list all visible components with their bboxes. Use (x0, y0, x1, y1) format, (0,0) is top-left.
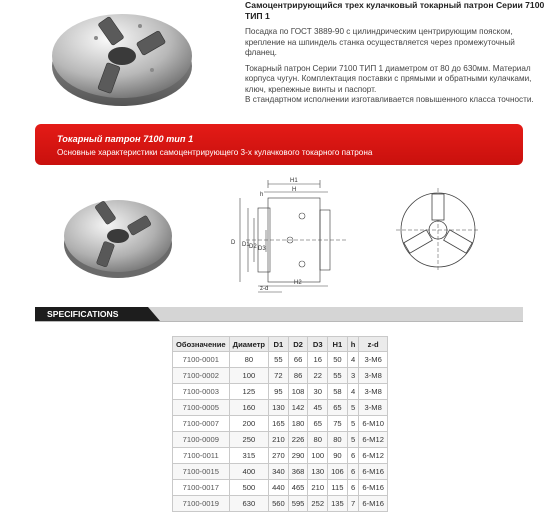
table-cell: 4 (347, 352, 359, 368)
table-cell: 6-M16 (359, 496, 388, 512)
table-cell: 5 (347, 400, 359, 416)
table-cell: 7100-0001 (173, 352, 230, 368)
table-cell: 30 (308, 384, 328, 400)
table-cell: 6 (347, 464, 359, 480)
table-row (173, 400, 388, 416)
table-cell: 7100-0011 (173, 448, 230, 464)
table-cell: 7 (347, 496, 359, 512)
table-cell: 7100-0019 (173, 496, 230, 512)
table-cell: 7100-0015 (173, 464, 230, 480)
table-cell: 100 (229, 368, 268, 384)
table-cell: 6-M16 (359, 480, 388, 496)
table-cell: 165 (269, 416, 289, 432)
table-cell: 130 (269, 400, 289, 416)
table-row (173, 384, 388, 400)
column-header: h (347, 337, 359, 352)
table-cell: 290 (288, 448, 308, 464)
table-cell: 55 (328, 368, 348, 384)
table-cell: 130 (308, 464, 328, 480)
chuck-product-image (40, 2, 200, 112)
dimension-label-h-small: h (260, 192, 264, 198)
table-cell: 55 (269, 352, 289, 368)
table-cell: 6-M10 (359, 416, 388, 432)
table-cell: 72 (269, 368, 289, 384)
table-cell: 440 (269, 480, 289, 496)
specifications-table (172, 336, 388, 512)
table-cell: 3-M8 (359, 368, 388, 384)
table-cell: 7100-0007 (173, 416, 230, 432)
dimension-label-d3: D3 (258, 246, 266, 252)
table-cell: 180 (288, 416, 308, 432)
table-cell: 226 (288, 432, 308, 448)
table-cell: 7100-0017 (173, 480, 230, 496)
dimension-label-d2: D2 (249, 244, 257, 250)
table-cell: 45 (308, 400, 328, 416)
table-cell: 200 (229, 416, 268, 432)
column-header: D2 (288, 337, 308, 352)
table-cell: 270 (269, 448, 289, 464)
table-cell: 135 (328, 496, 348, 512)
column-header: Диаметр (229, 337, 268, 352)
table-cell: 108 (288, 384, 308, 400)
table-cell: 6-M12 (359, 432, 388, 448)
table-cell: 75 (328, 416, 348, 432)
dimension-label-d1: D1 (242, 242, 250, 248)
column-header: D1 (269, 337, 289, 352)
table-cell: 3 (347, 368, 359, 384)
table-row (173, 416, 388, 432)
table-cell: 160 (229, 400, 268, 416)
column-header: z-d (359, 337, 388, 352)
table-cell: 595 (288, 496, 308, 512)
table-row (173, 352, 388, 368)
description-paragraph: В стандартном исполнении изготавливается повышенного класса точности. (245, 95, 534, 104)
dimension-label-h: H (292, 187, 297, 193)
table-row (173, 448, 388, 464)
table-cell: 65 (328, 400, 348, 416)
chuck-image (56, 186, 176, 284)
table-cell: 80 (328, 432, 348, 448)
table-cell: 6 (347, 480, 359, 496)
table-cell: 5 (347, 416, 359, 432)
table-cell: 3-M8 (359, 400, 388, 416)
table-cell: 3-M8 (359, 384, 388, 400)
table-cell: 340 (269, 464, 289, 480)
table-cell: 115 (328, 480, 348, 496)
specifications-header (35, 307, 523, 322)
table-cell: 465 (288, 480, 308, 496)
column-header: Обозначение (173, 337, 230, 352)
table-cell: 50 (328, 352, 348, 368)
column-header: H1 (328, 337, 348, 352)
table-cell: 560 (269, 496, 289, 512)
table-cell: 142 (288, 400, 308, 416)
section-banner (35, 124, 523, 165)
technical-drawing-side-view (218, 172, 378, 296)
table-cell: 6-M16 (359, 464, 388, 480)
table-cell: 368 (288, 464, 308, 480)
dimension-label-h1: H1 (290, 178, 298, 184)
table-cell: 66 (288, 352, 308, 368)
table-row (173, 368, 388, 384)
table-cell: 7100-0005 (173, 400, 230, 416)
table-cell: 250 (229, 432, 268, 448)
table-cell: 65 (308, 416, 328, 432)
table-row (173, 432, 388, 448)
table-cell: 86 (288, 368, 308, 384)
banner-title: Токарный патрон 7100 тип 1 (57, 134, 194, 144)
table-cell: 100 (308, 448, 328, 464)
table-cell: 80 (308, 432, 328, 448)
table-row (173, 480, 388, 496)
table-cell: 252 (308, 496, 328, 512)
table-cell: 210 (308, 480, 328, 496)
table-cell: 7100-0002 (173, 368, 230, 384)
table-cell: 22 (308, 368, 328, 384)
table-cell: 6-M12 (359, 448, 388, 464)
table-cell: 125 (229, 384, 268, 400)
table-cell: 630 (229, 496, 268, 512)
dimension-label-d: D (231, 240, 236, 246)
table-header-row (173, 337, 388, 352)
technical-drawing-front-view (394, 188, 482, 274)
table-cell: 95 (269, 384, 289, 400)
table-cell: 3-M6 (359, 352, 388, 368)
product-title: Самоцентрирующийся трех кулачковый токарный патрон Серии 7100 ТИП 1 (245, 0, 545, 21)
table-cell: 16 (308, 352, 328, 368)
table-cell: 4 (347, 384, 359, 400)
table-cell: 7100-0003 (173, 384, 230, 400)
description-paragraph: Посадка по ГОСТ 3889-90 с цилиндрическим центрирующим пояском, крепление на шпиндель станка осуществляется через промежуточный фланец. (245, 27, 515, 57)
table-cell: 90 (328, 448, 348, 464)
column-header: D3 (308, 337, 328, 352)
table-cell: 6 (347, 448, 359, 464)
table-cell: 106 (328, 464, 348, 480)
description-paragraph: Токарный патрон Серии 7100 ТИП 1 диаметром от 80 до 630мм. Материал корпуса чугун. Комплектация поставки с прямыми и обратными кулачками, ключ, крепежные винты и паспорт. (245, 63, 532, 94)
product-description (245, 0, 545, 111)
table-cell: 5 (347, 432, 359, 448)
table-cell: 58 (328, 384, 348, 400)
table-row (173, 464, 388, 480)
table-cell: 400 (229, 464, 268, 480)
table-cell: 315 (229, 448, 268, 464)
table-cell: 210 (269, 432, 289, 448)
table-cell: 80 (229, 352, 268, 368)
dimension-label-zd: z-d (260, 286, 269, 292)
table-cell: 7100-0009 (173, 432, 230, 448)
dimension-label-h2: H2 (294, 280, 302, 286)
table-cell: 500 (229, 480, 268, 496)
banner-subtitle: Основные характеристики самоцентрирующего 3-х кулачкового токарного патрона (57, 148, 373, 157)
specifications-tab: SPECIFICATIONS (35, 307, 148, 321)
